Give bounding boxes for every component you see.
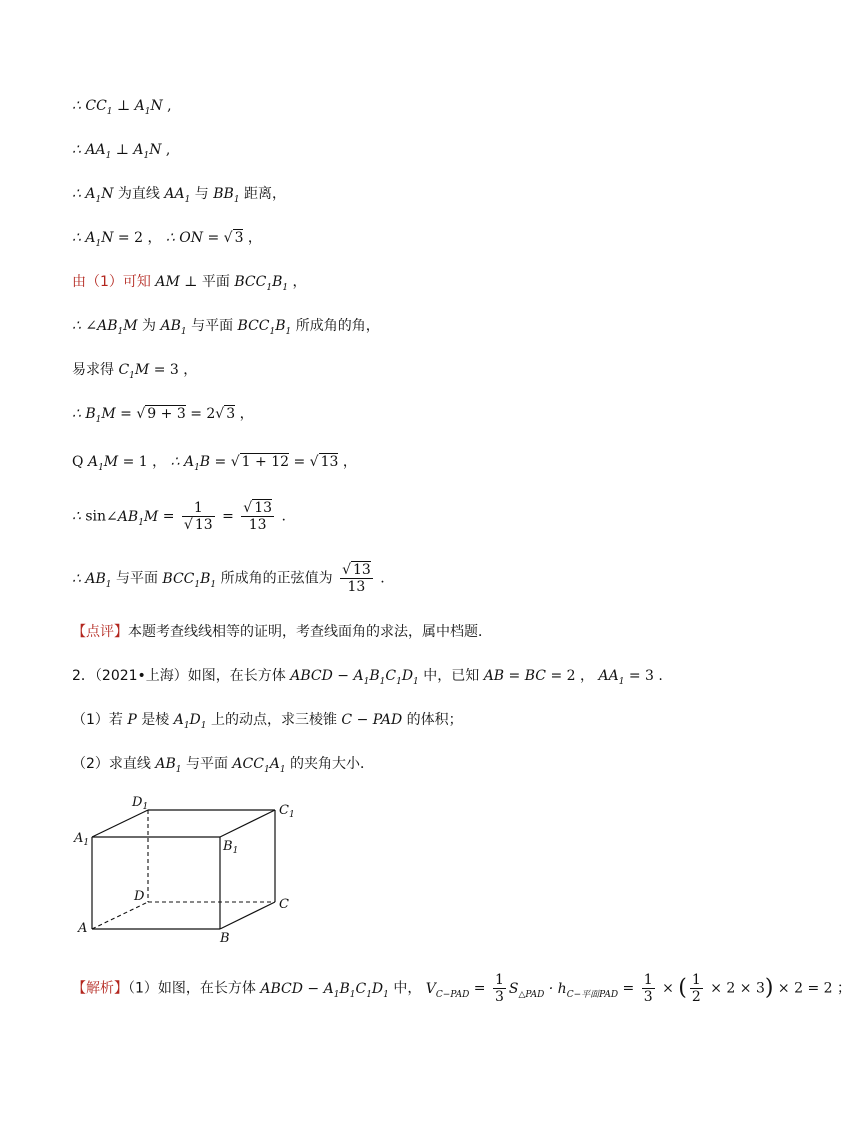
- proof-line-1: ∴ $CC_1$ ⊥ $A_1N$ ,: [72, 98, 172, 117]
- label-c1: $C_1$: [279, 803, 295, 820]
- problem-part-1: （1）若 P 是棱 $A_1D_1$ 上的动点，求三棱锥 C − PAD 的体积；: [72, 712, 463, 731]
- edge-a1d1: [92, 810, 148, 837]
- edge-b1c1: [220, 810, 275, 837]
- label-d1: $D_1$: [132, 795, 149, 812]
- proof-line-10: ∴ $\sin\angle AB_1M$ = $\frac{1}{√ 13}$ = $\frac{√ 13}{13}$ .: [72, 500, 286, 533]
- proof-line-6: ∴ $\angle AB_1M$ 为 $AB_1$ 与平面 $BCC_1B_1$ 所成角的角，: [72, 318, 380, 337]
- proof-line-5: 由（1）可知 AM ⊥ 平面 $BCC_1B_1$ ，: [72, 274, 307, 293]
- label-b: B: [220, 931, 230, 946]
- label-d: D: [134, 889, 145, 904]
- proof-line-11: ∴ $AB_1$ 与平面 $BCC_1B_1$ 所成角的正弦值为 $\frac{√ 13}{13}$ .: [72, 562, 385, 595]
- solution-line: 【解析】（1）如图，在长方体 ABCD − $A_1B_1C_1D_1$ 中， $V_{C-PAD}$ = $\frac{1}{3}$ $S_{\triangle PAD} \cdot h_{C-平面PAD}$ = $\frac{1}{3}$ × ( $\frac{1}{2}$ × 2 × 3) × 2 = 2 ；: [72, 972, 851, 1005]
- review-tag: 【点评】: [72, 624, 128, 640]
- proof-line-9: Q $A_1M = 1$ ， ∴ $A_1B$ = √ 1 + 12 = √ 13 ，: [72, 454, 357, 473]
- proof-line-2: ∴ $AA_1$ ⊥ $A_1N$ ,: [72, 142, 171, 161]
- proof-line-4: ∴ $A_1N = 2$ ， ∴ ON = √ 3 ，: [72, 230, 262, 249]
- problem-part-2: （2）求直线 $AB_1$ 与平面 $ACC_1A_1$ 的夹角大小．: [72, 756, 374, 775]
- formula: ∴ $CC_1$ ⊥ $A_1N$: [72, 98, 163, 117]
- label-a: A: [78, 921, 88, 936]
- review-line: [72, 622, 492, 642]
- formula: ∴ $AA_1$ ⊥ $A_1N$: [72, 142, 162, 161]
- label-b1: $B_1$: [223, 839, 239, 856]
- label-c: C: [279, 897, 289, 912]
- cuboid-figure: [70, 792, 330, 952]
- label-a1: $A_1$: [74, 831, 90, 848]
- review-text: 本题考查线线相等的证明，考查线面角的求法，属中档题．: [128, 624, 492, 640]
- problem-header: 2．（2021•上海）如图，在长方体 ABCD − $A_1B_1C_1D_1$ 中，已知 AB = BC = 2 ， $AA_1 = 3$ .: [72, 668, 663, 687]
- proof-line-8: ∴ $B_1M$ = √ 9 + 3 = 2√ 3 ，: [72, 406, 254, 425]
- solution-tag: 【解析】: [72, 980, 128, 997]
- proof-line-3: ∴ $A_1N$ 为直线 $AA_1$ 与 $BB_1$ 距离，: [72, 186, 286, 205]
- edge-ad-hidden: [92, 902, 148, 929]
- edge-bc: [220, 902, 275, 929]
- proof-line-7: 易求得 $C_1M = 3$ ，: [72, 362, 198, 381]
